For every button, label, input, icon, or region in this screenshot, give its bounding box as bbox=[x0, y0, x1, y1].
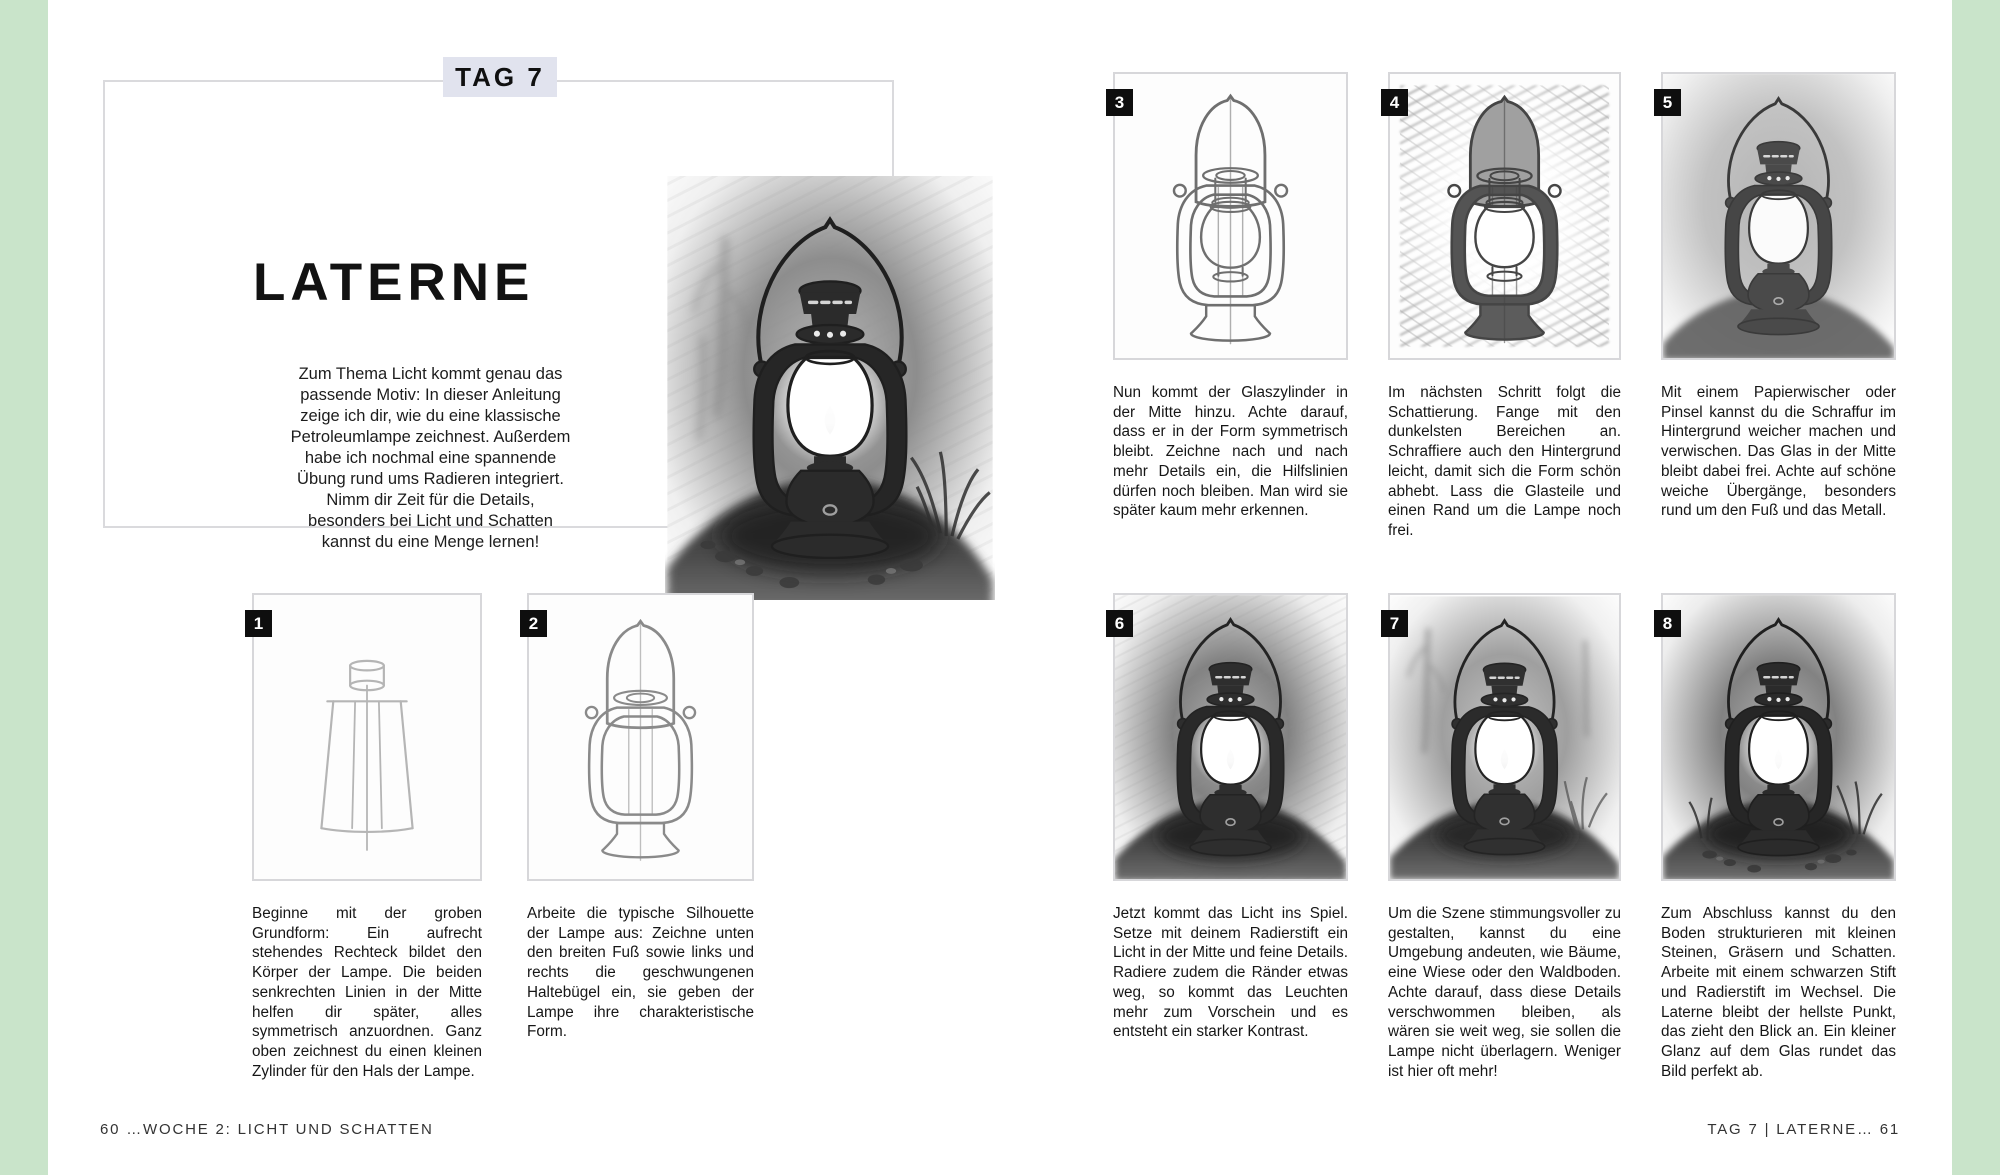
step-8 bbox=[1661, 593, 1896, 1081]
step-1-badge: 1 bbox=[245, 610, 272, 637]
step-4-caption: Im nächsten Schritt folgt die Schattierung. Fange mit den dunkelsten Bereichen an. Schraffiere auch den Hintergrund leicht, damit sich die Form schön abhebt. Lass die Glasteile und einen Rand um die Lampe noch frei. bbox=[1388, 384, 1621, 540]
step-4 bbox=[1388, 72, 1621, 541]
intro-box bbox=[103, 80, 894, 551]
step-2-image bbox=[527, 593, 754, 881]
step-2 bbox=[527, 593, 754, 1042]
step-4-badge: 4 bbox=[1381, 89, 1408, 116]
step-3-badge: 3 bbox=[1106, 89, 1133, 116]
step-5-badge: 5 bbox=[1654, 89, 1681, 116]
right-page-footer: TAG 7 | LATERNE… 61 bbox=[1707, 1121, 1900, 1138]
step-7-caption: Um die Szene stimmungsvoller zu gestalten, kannst du eine Umgebung andeuten, wie Bäume, eine Wiese oder den Waldboden. Achte darauf, dass diese Details verschwommen bleiben, als wären sie weit weg, sie sollen die Lampe nicht überlagern. Weniger ist hier oft mehr! bbox=[1388, 905, 1621, 1080]
intro-text: Zum Thema Licht kommt genau das passende Motiv: In dieser Anleitung zeige ich dir, wie du eine klassische Petroleumlampe zeichnest. Außerdem habe ich nochmal eine spannende Übung rund ums Radieren integriert. Nimm dir Zeit für die Details, besonders bei Licht und Schatten kannst du eine Menge lernen! bbox=[290, 365, 571, 551]
step-5-image bbox=[1661, 72, 1896, 360]
step-5-caption: Mit einem Papierwischer oder Pinsel kannst du die Schraffur im Hintergrund weicher machen und verwischen. Das Glas in der Mitte bleibt dabei frei. Achte auf schöne weiche Übergänge, besonders rund um den Fuß und das Metall. bbox=[1661, 384, 1896, 520]
step-6 bbox=[1113, 593, 1348, 1042]
main-lantern-drawing bbox=[665, 176, 995, 600]
step-2-caption: Arbeite die typische Silhouette der Lampe aus: Zeichne unten den breiten Fuß sowie links und rechts die geschwungenen Haltebügel ein, sie geben der Lampe ihre charakteristische Form. bbox=[527, 905, 754, 1041]
page-title: LATERNE bbox=[253, 253, 535, 312]
step-3 bbox=[1113, 72, 1348, 521]
step-1-caption: Beginne mit der groben Grundform: Ein aufrecht stehendes Rechteck bildet den Körper der Lampe. Die beiden senkrechten Linien in der Mitte helfen dir später, alles symmetrisch anzuordnen. Ganz oben zeichnest du einen kleinen Zylinder für den Hals der Lampe. bbox=[252, 905, 482, 1080]
step-6-caption: Jetzt kommt das Licht ins Spiel. Setze mit deinem Radierstift ein Licht in der Mitte und feine Details. Radiere zudem die Ränder etwas weg, so kommt das Leuchten mehr zum Vorschein und es entsteht ein starker Kontrast. bbox=[1113, 905, 1348, 1041]
right-frame-strip bbox=[1952, 0, 2000, 1175]
step-6-badge: 6 bbox=[1106, 610, 1133, 637]
step-7 bbox=[1388, 593, 1621, 1081]
day-tag: TAG 7 bbox=[443, 57, 557, 97]
step-3-caption: Nun kommt der Glaszylinder in der Mitte hinzu. Achte darauf, dass er in der Form symmetrisch bleibt. Zeichne nach und nach mehr Details ein, die Hilfslinien dürfen noch bleiben. Man wird sie später kaum mehr erkennen. bbox=[1113, 384, 1348, 520]
step-4-image bbox=[1388, 72, 1621, 360]
step-3-image bbox=[1113, 72, 1348, 360]
left-frame-strip bbox=[0, 0, 48, 1175]
step-8-badge: 8 bbox=[1654, 610, 1681, 637]
step-2-badge: 2 bbox=[520, 610, 547, 637]
step-1 bbox=[252, 593, 482, 1081]
step-6-image bbox=[1113, 593, 1348, 881]
step-7-image bbox=[1388, 593, 1621, 881]
step-8-image bbox=[1661, 593, 1896, 881]
step-1-image bbox=[252, 593, 482, 881]
step-8-caption: Zum Abschluss kannst du den Boden strukturieren mit kleinen Steinen, Gräsern und Schatten. Arbeite mit einem schwarzen Stift und Radierstift im Wechsel. Die Laterne bleibt der hellste Punkt, das zieht den Blick an. Ein kleiner Glanz auf dem Glas rundet das Bild perfekt ab. bbox=[1661, 905, 1896, 1080]
step-5 bbox=[1661, 72, 1896, 521]
left-page-footer: 60 …WOCHE 2: LICHT UND SCHATTEN bbox=[100, 1121, 434, 1138]
step-7-badge: 7 bbox=[1381, 610, 1408, 637]
